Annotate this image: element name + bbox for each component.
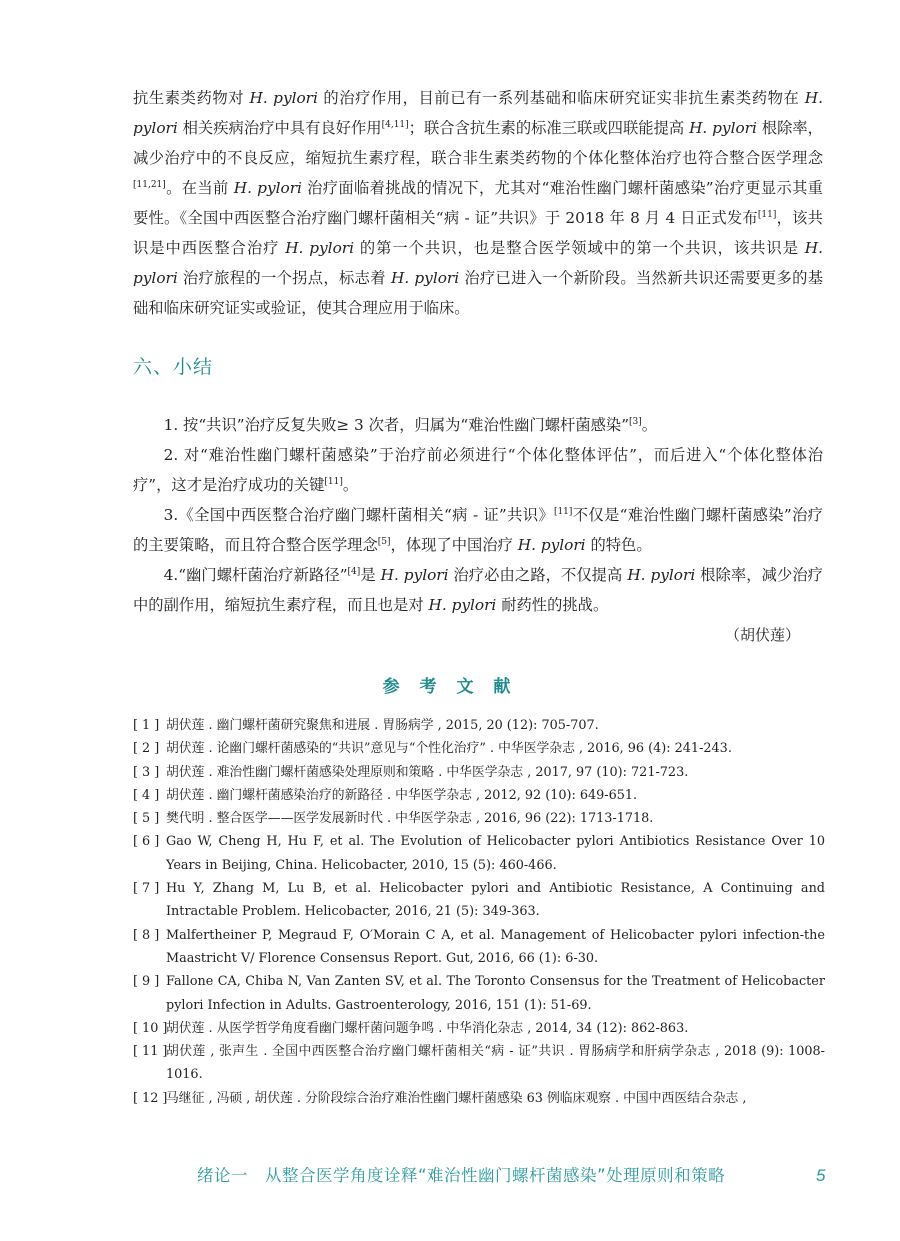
text-run: 根除率，减少治疗中的不良反应，缩短抗生素疗程，联合非生素类药物的个体化整体治疗也符合整合医学理念 xyxy=(133,119,823,167)
reference-text: 胡伏莲 . 从医学哲学角度看幽门螺杆菌问题争鸣 . 中华消化杂志 , 2014, 34 (12): 862-863. xyxy=(166,1020,689,1036)
citation-superscript: [11] xyxy=(757,210,777,220)
text-run: 治疗必由之路，不仅提高 xyxy=(448,566,628,584)
text-run: 的特色。 xyxy=(585,536,652,554)
reference-number: [ 11 ] xyxy=(133,1044,168,1060)
species-name: H. pylori xyxy=(233,179,302,197)
species-name: H. pylori xyxy=(391,269,460,287)
body-paragraph xyxy=(133,83,823,323)
citation-superscript: [5] xyxy=(377,537,391,547)
summary-item-4 xyxy=(133,560,823,620)
text-run: 抗生素类药物对 xyxy=(133,89,250,107)
reference-text: Hu Y, Zhang M, Lu B, et al. Helicobacter pylori and Antibiotic Resistance, A Continuing and Intractable Problem. Helicobacter, 2016, 21 (5): 349-363. xyxy=(166,881,825,920)
references-heading: 参 考 文 献 xyxy=(382,677,518,697)
reference-number: [ 2 ] xyxy=(133,741,160,757)
citation-superscript: [11] xyxy=(324,477,343,487)
summary-item-1 xyxy=(133,410,823,440)
species-name: H. pylori xyxy=(689,119,757,137)
species-name: H. pylori xyxy=(285,239,354,257)
reference-text: 胡伏莲 . 论幽门螺杆菌感染的“共识”意见与“个性化治疗” . 中华医学杂志 , 2016, 96 (4): 241-243. xyxy=(166,741,732,757)
reference-number: [ 12 ] xyxy=(133,1090,168,1106)
species-name: H. pylori xyxy=(517,536,586,554)
section-heading: 六、小结 xyxy=(133,356,214,378)
summary-item-2 xyxy=(133,440,823,500)
text-run: 根除率，减少治疗中的副作用，缩短抗生素疗程，而且也是对 xyxy=(133,566,823,614)
reference-item xyxy=(133,970,825,1017)
text-run: ，该共识是中西医整合治疗 xyxy=(133,209,823,257)
species-name: H. pylori xyxy=(380,566,449,584)
citation-superscript: [3] xyxy=(629,417,642,427)
reference-item xyxy=(133,784,825,807)
reference-item xyxy=(133,807,825,830)
reference-number: [ 8 ] xyxy=(133,927,160,943)
text-run: 治疗旅程的一个拐点，标志着 xyxy=(177,269,392,287)
reference-item xyxy=(133,714,825,737)
species-name: H. pylori xyxy=(249,89,318,107)
text-run: 的治疗作用，目前已有一系列基础和临床研究证实非抗生素类药物在 xyxy=(317,89,805,107)
text-run: 治疗已进入一个新阶段。当然新共识还需要更多的基础和临床研究证实或验证，使其合理应用于临床。 xyxy=(133,269,823,317)
reference-text: 樊代明 . 整合医学——医学发展新时代 . 中华医学杂志 , 2016, 96 (22): 1713-1718. xyxy=(166,811,654,827)
reference-text: 马继征 , 冯硕 , 胡伏莲 . 分阶段综合治疗难治性幽门螺杆菌感染 63 例临床观察 . 中国中西医结合杂志 , xyxy=(166,1090,747,1106)
reference-item xyxy=(133,761,825,784)
reference-text: 胡伏莲 , 张声生 . 全国中西医整合治疗幽门螺杆菌相关“病 - 证”共识 . 胃肠病学和肝病学杂志 , 2018 (9): 1008-1016. xyxy=(166,1044,825,1083)
reference-item xyxy=(133,1040,825,1087)
reference-item xyxy=(133,830,825,877)
reference-number: [ 5 ] xyxy=(133,811,160,827)
reference-item xyxy=(133,1017,825,1040)
reference-text: 胡伏莲 . 幽门螺杆菌感染治疗的新路径 . 中华医学杂志 , 2012, 92 (10): 649-651. xyxy=(166,787,638,803)
reference-item xyxy=(133,737,825,760)
species-name: H. pylori xyxy=(627,566,696,584)
author-signature: （胡伏莲） xyxy=(724,626,800,644)
text-run: 治疗面临着挑战的情况下，尤其对“难治性幽门螺杆菌感染”治疗更显示其重要性。《全国中西医整合治疗幽门螺杆菌相关“病 - 证”共识》于 2018 年 8 月 4 日正式发布 xyxy=(133,179,823,227)
reference-number: [ 3 ] xyxy=(133,764,160,780)
text-run: ；联合含抗生素的标准三联或四联能提高 xyxy=(408,119,690,137)
text-run: 2. 对“难治性幽门螺杆菌感染”于治疗前必须进行“个体化整体评估”，而后进入“个体化整体治疗”，这才是治疗成功的关键 xyxy=(133,446,823,494)
citation-superscript: [11,21] xyxy=(133,180,166,190)
text-run: 的第一个共识，也是整合医学领域中的第一个共识，该共识是 xyxy=(354,239,805,257)
reference-item xyxy=(133,924,825,971)
reference-number: [ 4 ] xyxy=(133,787,160,803)
text-run: ，体现了中国治疗 xyxy=(390,536,518,554)
text-run: 4.“幽门螺杆菌治疗新路径” xyxy=(163,566,348,584)
reference-number: [ 1 ] xyxy=(133,718,160,733)
species-name: H. pylori xyxy=(428,596,497,614)
reference-item xyxy=(133,877,825,924)
summary-item-3 xyxy=(133,500,823,560)
text-run: 是 xyxy=(360,566,381,584)
text-run: 3.《全国中西医整合治疗幽门螺杆菌相关“病 - 证”共识》 xyxy=(163,506,554,524)
citation-superscript: [4,11] xyxy=(381,120,409,130)
summary-list xyxy=(133,410,823,620)
text-run: 1. 按“共识”治疗反复失败≥ 3 次者，归属为“难治性幽门螺杆菌感染” xyxy=(163,416,630,434)
reference-number: [ 7 ] xyxy=(133,881,160,897)
reference-text: 胡伏莲 . 难治性幽门螺杆菌感染处理原则和策略 . 中华医学杂志 , 2017, 97 (10): 721-723. xyxy=(166,764,689,780)
reference-text: Fallone CA, Chiba N, Van Zanten SV, et al. The Toronto Consensus for the Treatment of Helicobacter pylori Infection in Adults. Gastroenterology, 2016, 151 (1): 51-69. xyxy=(166,974,825,1013)
reference-number: [ 6 ] xyxy=(133,834,160,850)
reference-item xyxy=(133,1087,825,1110)
text-run: 相关疾病治疗中具有良好作用 xyxy=(177,119,382,137)
citation-superscript: [11] xyxy=(553,507,573,517)
reference-text: Gao W, Cheng H, Hu F, et al. The Evolution of Helicobacter pylori Antibiotics Resistance Over 10 Years in Beijing, China. Helicobacter, 2010, 15 (5): 460-466. xyxy=(166,834,825,873)
running-title: 绪论一 从整合医学角度诠释“难治性幽门螺杆菌感染”处理原则和策略 xyxy=(197,1166,726,1185)
text-run: 不仅是“难治性幽门螺杆菌感染”治疗的主要策略，而且符合整合医学理念 xyxy=(133,506,823,554)
species-name: H. pylori xyxy=(133,89,823,137)
page-footer xyxy=(0,1162,900,1194)
reference-list xyxy=(133,714,825,1110)
reference-text: 胡伏莲 . 幽门螺杆菌研究聚焦和进展 . 胃肠病学 , 2015, 20 (12): 705-707. xyxy=(166,718,599,733)
text-run: 。 xyxy=(641,416,658,434)
text-run: 。在当前 xyxy=(165,179,234,197)
reference-text: Malfertheiner P, Megraud F, O′Morain C A, et al. Management of Helicobacter pylori infection-the Maastricht V/ Florence Consensus Report. Gut, 2016, 66 (1): 6-30. xyxy=(166,927,825,966)
text-run: 耐药性的挑战。 xyxy=(496,596,609,614)
page-number: 5 xyxy=(816,1166,826,1185)
citation-superscript: [4] xyxy=(347,567,361,577)
reference-number: [ 9 ] xyxy=(133,974,160,990)
species-name: H. pylori xyxy=(133,239,823,287)
text-run: 。 xyxy=(342,476,359,494)
reference-number: [ 10 ] xyxy=(133,1020,168,1036)
